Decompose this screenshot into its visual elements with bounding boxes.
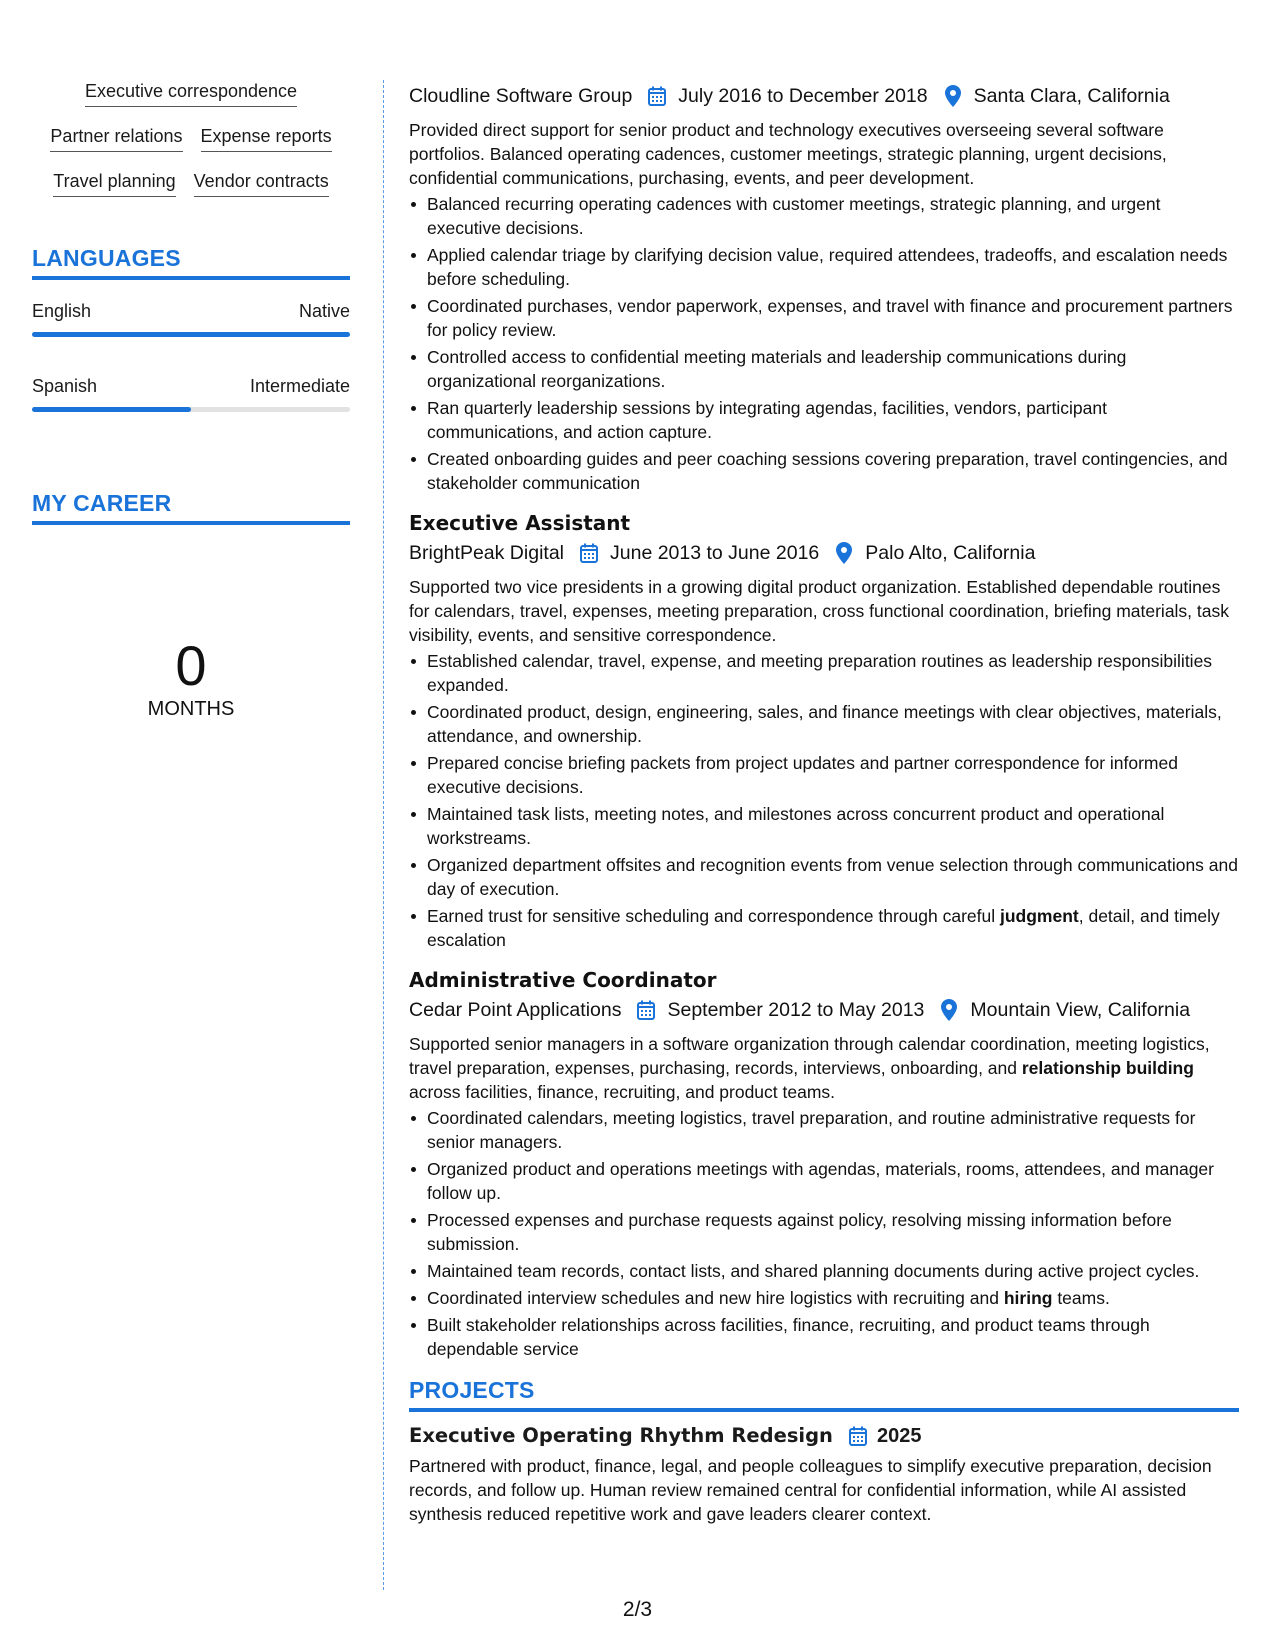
project-title-row [409, 1422, 1239, 1450]
career-heading: MY CAREER [32, 490, 350, 525]
job-bullet: Processed expenses and purchase requests against policy, resolving missing information before submission. [409, 1208, 1239, 1256]
company-name: BrightPeak Digital [409, 542, 564, 564]
projects-heading: PROJECTS [409, 1377, 1239, 1412]
career-counter [32, 634, 350, 721]
bullet-text: , detail, and timely escalation [427, 906, 1220, 950]
job-bullet: Balanced recurring operating cadences with customer meetings, strategic planning, and urgent executive decisions. [409, 192, 1239, 240]
project-entry [409, 1422, 1239, 1526]
bullet-text: Coordinated interview schedules and new hire logistics with recruiting and [427, 1288, 1004, 1308]
bullet-text: Earned trust for sensitive scheduling and correspondence through careful [427, 906, 1000, 926]
job-dates: June 2013 to June 2016 [610, 542, 820, 564]
job-description [409, 1032, 1239, 1104]
job-bullet: Applied calendar triage by clarifying decision value, required attendees, tradeoffs, and escalation needs before scheduling. [409, 243, 1239, 291]
skills-row [32, 80, 350, 107]
languages-heading: LANGUAGES [32, 245, 350, 280]
job-dates: September 2012 to May 2013 [667, 999, 925, 1021]
map-pin-icon [938, 999, 960, 1021]
skills-row [32, 125, 350, 152]
job-bullet: Coordinated calendars, meeting logistics, travel preparation, and routine administrative requests for senior managers. [409, 1106, 1239, 1154]
job-location: Mountain View, California [970, 999, 1191, 1021]
right-column [409, 82, 1239, 1526]
bullet-keyword: judgment [999, 906, 1079, 926]
bullet-text: teams. [1052, 1288, 1110, 1308]
language-level: Native [298, 301, 350, 321]
career-count: 0 [175, 634, 207, 697]
job-bullets [409, 192, 1239, 495]
job-bullet: Maintained team records, contact lists, and shared planning documents during active project cycles. [409, 1259, 1239, 1283]
language-item [32, 300, 350, 337]
job-bullet: Maintained task lists, meeting notes, and milestones across concurrent product and operational workstreams. [409, 802, 1239, 850]
job-meta [409, 996, 1239, 1024]
skills-list [32, 80, 350, 197]
job-dates: July 2016 to December 2018 [678, 85, 928, 107]
language-item [32, 375, 350, 412]
skill-tag: Partner relations [50, 125, 182, 152]
job-bullet: Coordinated purchases, vendor paperwork, expenses, and travel with finance and procurement partners for policy review. [409, 294, 1239, 342]
description-text: across facilities, finance, recruiting, and product teams. [409, 1082, 836, 1102]
map-pin-icon [942, 85, 964, 107]
job-bullet [409, 1286, 1239, 1310]
skill-tag: Executive correspondence [85, 80, 297, 107]
company-name: Cloudline Software Group [409, 85, 633, 107]
job-description: Provided direct support for senior product and technology executives overseeing several software portfolios. Balanced operating cadences, customer meetings, strategic planning, urgent decisions, confidential communications, purchasing, events, and peer development. [409, 120, 1167, 188]
job-bullet: Ran quarterly leadership sessions by integrating agendas, facilities, vendors, participant communications, and action capture. [409, 396, 1239, 444]
column-divider [383, 80, 384, 1590]
job-bullet: Established calendar, travel, expense, and meeting preparation routines as leadership responsibilities expanded. [409, 649, 1239, 697]
language-proficiency-bar [32, 407, 350, 412]
job-bullet: Organized product and operations meetings with agendas, materials, rooms, attendees, and manager follow up. [409, 1157, 1239, 1205]
language-name: Spanish [32, 376, 98, 396]
description-text: Supported senior managers in a software organization through calendar coordination, meeting logistics, travel preparation, expenses, purchasing, records, interviews, onboarding, and [409, 1034, 1210, 1078]
job-meta [409, 539, 1239, 567]
calendar-icon [635, 999, 657, 1021]
skill-tag: Travel planning [53, 170, 175, 197]
job-bullet [409, 904, 1239, 952]
job-bullet: Built stakeholder relationships across facilities, finance, recruiting, and product teams through dependable service [409, 1313, 1239, 1361]
job-bullet: Created onboarding guides and peer coaching sessions covering preparation, travel contingencies, and stakeholder communication [409, 447, 1239, 495]
career-unit: MONTHS [147, 698, 235, 720]
company-name: Cedar Point Applications [409, 999, 622, 1021]
job-bullet: Prepared concise briefing packets from project updates and partner correspondence for informed executive decisions. [409, 751, 1239, 799]
job-bullets [409, 1106, 1239, 1361]
language-proficiency-fill [32, 332, 350, 337]
calendar-icon [646, 85, 668, 107]
project-title: Executive Operating Rhythm Redesign [409, 1424, 833, 1447]
calendar-icon [847, 1425, 869, 1447]
description-keyword: relationship building [1021, 1058, 1194, 1078]
map-pin-icon [833, 542, 855, 564]
job-description: Supported two vice presidents in a growing digital product organization. Established dependable routines for calendars, travel, expenses, meeting preparation, cross functional coordination, briefing materials, task visibility, events, and sensitive correspondence. [409, 577, 1230, 645]
project-year: 2025 [876, 1425, 922, 1447]
job-meta [409, 82, 1239, 110]
calendar-icon [578, 542, 600, 564]
job-entry [409, 82, 1239, 495]
job-title: Executive Assistant [409, 511, 631, 535]
language-proficiency-fill [32, 407, 191, 412]
job-entry [409, 966, 1239, 1361]
job-location: Palo Alto, California [865, 542, 1036, 564]
job-bullets [409, 649, 1239, 952]
language-level: Intermediate [249, 376, 350, 396]
job-location: Santa Clara, California [973, 85, 1170, 107]
language-name: English [32, 301, 92, 321]
job-bullet: Controlled access to confidential meeting materials and leadership communications during organizational reorganizations. [409, 345, 1239, 393]
bullet-keyword: hiring [1003, 1288, 1053, 1308]
job-title: Administrative Coordinator [409, 968, 717, 992]
job-entry [409, 509, 1239, 952]
job-bullet: Organized department offsites and recognition events from venue selection through communications and day of execution. [409, 853, 1239, 901]
job-bullet: Coordinated product, design, engineering, sales, and finance meetings with clear objectives, materials, attendance, and ownership. [409, 700, 1239, 748]
left-column [32, 80, 350, 721]
page-number: 2/3 [622, 1598, 653, 1621]
skills-row [32, 170, 350, 197]
skill-tag: Expense reports [201, 125, 332, 152]
skill-tag: Vendor contracts [194, 170, 329, 197]
project-description: Partnered with product, finance, legal, and people colleagues to simplify executive preparation, decision records, and follow up. Human review remained central for confidential information, while AI assisted synthesis reduced repetitive work and gave leaders clearer context. [409, 1456, 1212, 1524]
language-proficiency-bar [32, 332, 350, 337]
